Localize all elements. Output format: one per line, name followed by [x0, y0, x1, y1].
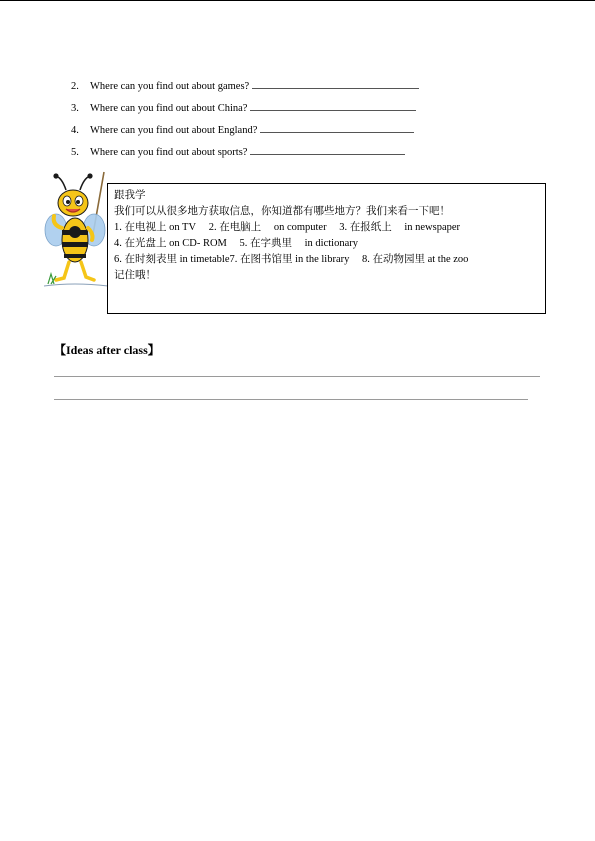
question-number: 4.: [71, 125, 79, 136]
question-text: Where can you find out about games?: [90, 81, 250, 92]
tip-closing: 记住哦！: [114, 270, 156, 281]
tip-heading: 跟我学: [114, 190, 146, 201]
question-list: [71, 79, 541, 167]
bee-mascot-icon: [42, 170, 110, 290]
tip-item-chinese: 在字典里: [250, 238, 293, 249]
top-rule: [0, 0, 595, 1]
tip-item-chinese: 在电脑上: [219, 222, 262, 233]
tip-item-english: at the zoo: [427, 254, 469, 265]
tip-item-chinese: 在电视上: [124, 222, 167, 233]
answer-blank[interactable]: [252, 79, 419, 89]
question-text: Where can you find out about China?: [90, 103, 248, 114]
tip-item-chinese: 在时刻表里: [124, 254, 177, 265]
tip-line-1: [114, 220, 539, 236]
question-text: Where can you find out about sports?: [90, 147, 248, 158]
answer-blank[interactable]: [250, 145, 405, 155]
tip-item-chinese: 在报纸上: [349, 222, 392, 233]
answer-blank[interactable]: [250, 101, 416, 111]
tip-line-2: [114, 236, 539, 252]
question-item: [71, 123, 541, 145]
tip-item-english: in timetable7.: [179, 254, 238, 265]
tip-item-chinese: 在图书馆里: [240, 254, 293, 265]
tip-item-english: in the library: [295, 254, 350, 265]
ideas-writing-line[interactable]: [54, 376, 540, 377]
tip-item-number: 6.: [114, 254, 122, 265]
tip-intro: 我们可以从很多地方获取信息，你知道都有哪些地方？我们来看一下吧！: [114, 206, 450, 217]
tip-item-number: 4.: [114, 238, 122, 249]
question-item: [71, 101, 541, 123]
tip-box: [107, 183, 546, 314]
tip-item-english: on TV: [169, 222, 197, 233]
ideas-writing-line[interactable]: [54, 399, 528, 400]
question-number: 5.: [71, 147, 79, 158]
tip-item-english: on CD- ROM: [169, 238, 227, 249]
question-item: [71, 145, 541, 167]
tip-item-number: 1.: [114, 222, 122, 233]
question-text: Where can you find out about England?: [90, 125, 258, 136]
tip-item-chinese: 在动物园里: [372, 254, 425, 265]
tip-item-number: 5.: [239, 238, 248, 249]
tip-item-number: 3.: [339, 222, 348, 233]
tip-item-chinese: 在光盘上: [124, 238, 167, 249]
question-item: [71, 79, 541, 101]
answer-blank[interactable]: [260, 123, 414, 133]
tip-item-english: in newspaper: [404, 222, 461, 233]
question-number: 2.: [71, 81, 79, 92]
ideas-after-class-heading: 【Ideas after class】: [54, 343, 160, 357]
tip-item-number: 8.: [361, 254, 370, 265]
tip-item-number: 2.: [208, 222, 217, 233]
tip-item-english: in dictionary: [304, 238, 359, 249]
tip-line-3: [114, 252, 539, 268]
tip-item-english: on computer: [273, 222, 327, 233]
question-number: 3.: [71, 103, 79, 114]
